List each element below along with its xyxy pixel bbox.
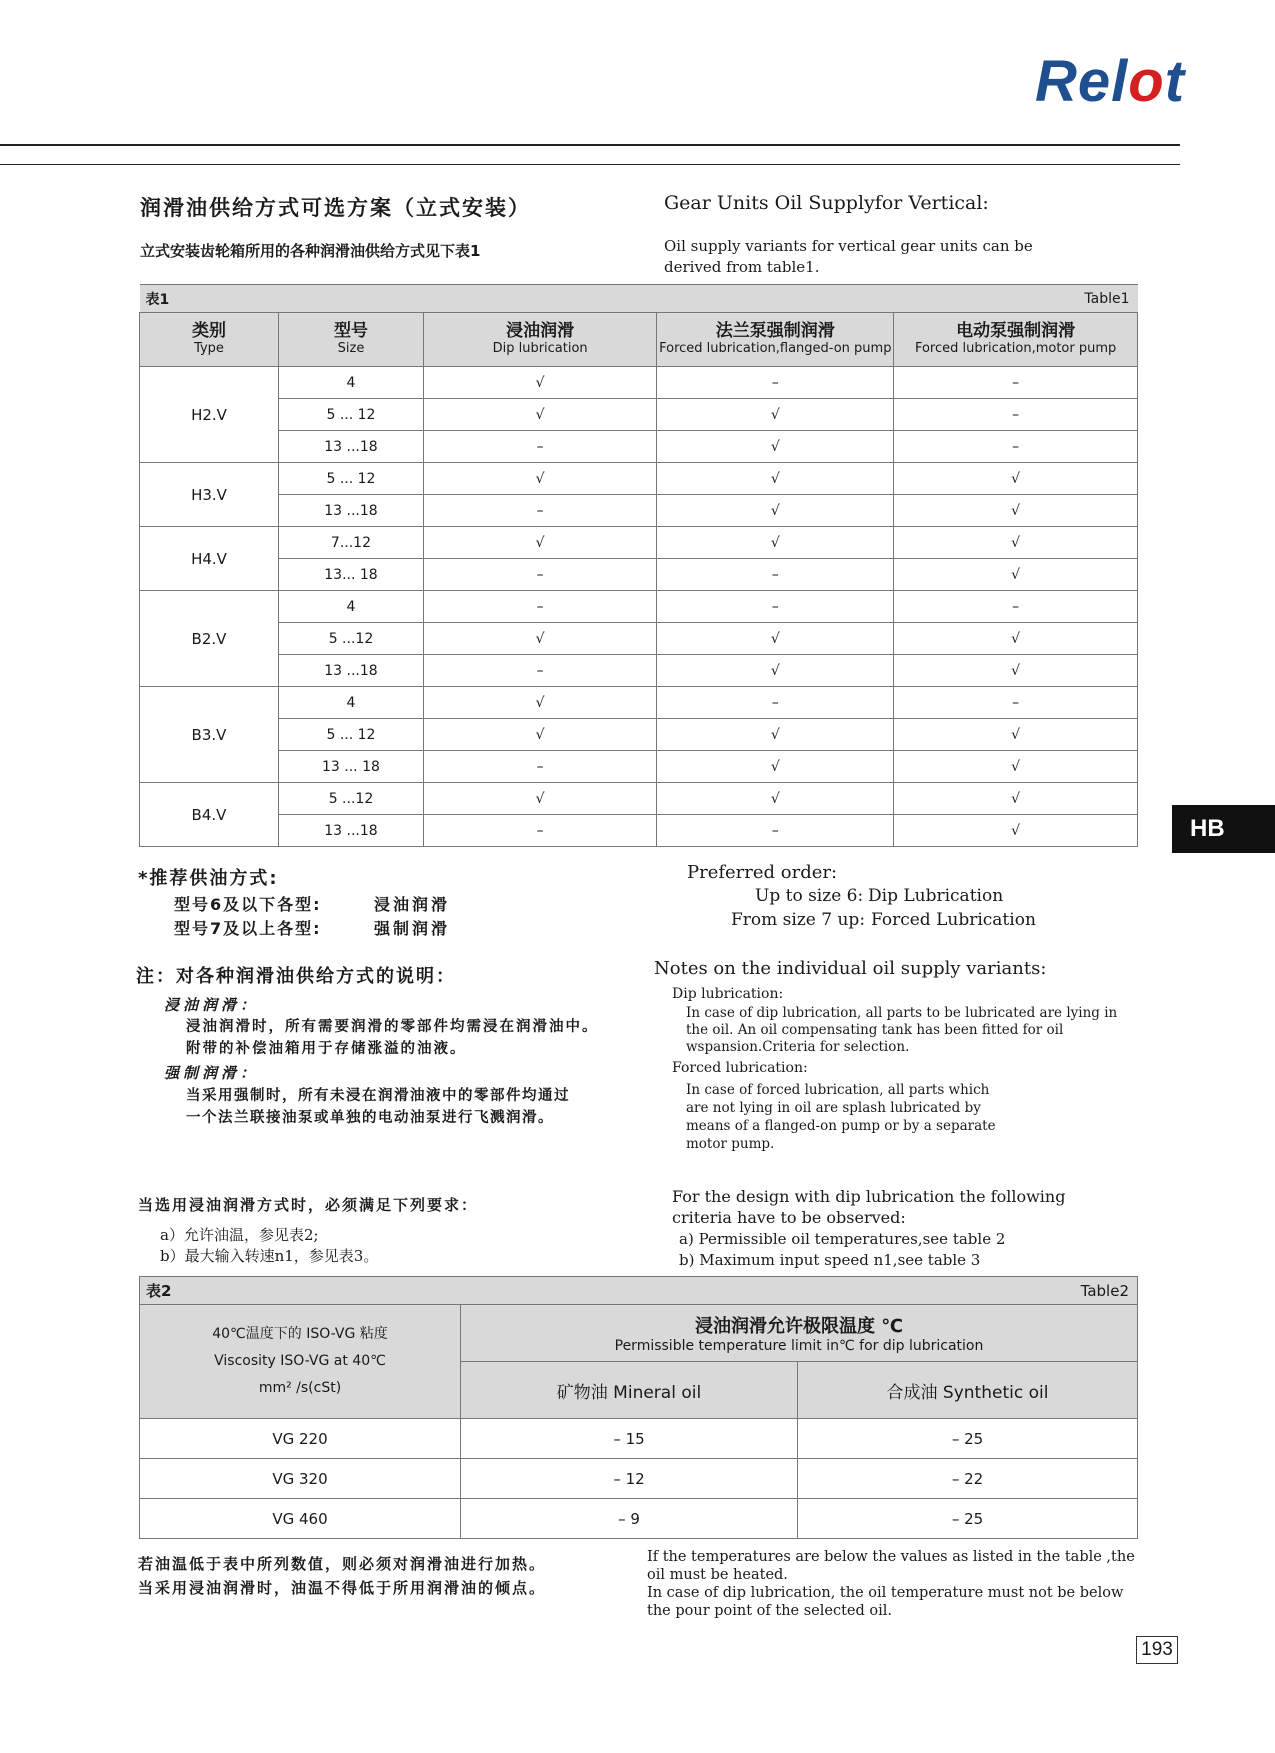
table1-size: 13 ...18: [278, 495, 423, 527]
table1-size: 4: [278, 687, 423, 719]
table1-row: [140, 495, 1138, 527]
table1-dip: √: [423, 527, 656, 559]
table1-size: 5 ... 12: [278, 399, 423, 431]
table1-size: 5 ... 12: [278, 463, 423, 495]
table1-dip: √: [423, 463, 656, 495]
dip-zh-heading: 浸油润滑：: [164, 996, 260, 1014]
viscosity-header: [140, 1305, 461, 1419]
table1-dip: √: [423, 687, 656, 719]
table1-header-en: Dip lubrication: [492, 340, 588, 356]
table1-row: [140, 719, 1138, 751]
viscosity-header-unit: mm² /s(cSt): [258, 1380, 342, 1396]
table1-dip: √: [423, 783, 656, 815]
table1-flange-pump: –: [657, 815, 894, 847]
table1-row: [140, 463, 1138, 495]
criteria-zh-b: b）最大输入转速n1，参见表3。: [160, 1247, 379, 1265]
forced-en-text: In case of forced lubrication, all parts which are not lying in oil are splash lubricated by means of a flanged-on pump or by a separate motor pump.: [686, 1082, 996, 1152]
table1-header: [423, 313, 656, 367]
zh-title: 润滑油供给方式可选方案（立式安装）: [140, 196, 531, 220]
table1-motor-pump: √: [894, 463, 1138, 495]
dip-en-heading: Dip lubrication:: [672, 986, 784, 1002]
table1-caption-en: Table1: [423, 285, 1137, 313]
table1-flange-pump: √: [657, 623, 894, 655]
table2-caption-zh: 表2: [140, 1277, 461, 1305]
header-rule-thin: [0, 164, 1180, 165]
forced-zh-heading: 强制润滑：: [164, 1064, 260, 1082]
table1-type: B2.V: [140, 591, 279, 687]
table1-size: 5 ... 12: [278, 719, 423, 751]
table1-dip: –: [423, 591, 656, 623]
viscosity-header-zh: 40℃温度下的 ISO-VG 粘度: [212, 1326, 388, 1342]
forced-zh-line2: 一个法兰联接油泵或单独的电动油泵进行飞溅润滑。: [186, 1110, 554, 1126]
table1-dip: √: [423, 623, 656, 655]
dip-en-text: In case of dip lubrication, all parts to be lubricated are lying in the oil. An oil compensating tank has been fitted for oil wspansion.Criteria for selection.: [686, 1005, 1118, 1055]
preferred-en-line1-value: Dip Lubrication: [868, 886, 1004, 906]
table2-row: [140, 1459, 1138, 1499]
table1-row: [140, 751, 1138, 783]
permissible-temp-zh: 浸油润滑允许极限温度 ℃: [694, 1316, 904, 1337]
table1-motor-pump: –: [894, 591, 1138, 623]
table1-row: [140, 527, 1138, 559]
preferred-en-title: Preferred order:: [687, 862, 838, 883]
zh-subtitle: 立式安装齿轮箱所用的各种润滑油供给方式见下表1: [140, 242, 481, 260]
table1-motor-pump: –: [894, 687, 1138, 719]
table1-motor-pump: √: [894, 719, 1138, 751]
forced-zh-line1: 当采用强制时，所有未浸在润滑油液中的零部件均通过: [186, 1088, 570, 1104]
footer-en-line2: In case of dip lubrication, the oil temperature must not be below the pour point of the selected oil.: [647, 1585, 1124, 1619]
mineral-oil-header: 矿物油 Mineral oil: [461, 1362, 798, 1419]
table2: [139, 1276, 1138, 1539]
table2-synthetic: – 25: [798, 1499, 1138, 1539]
preferred-en-line2-value: Forced Lubrication: [871, 910, 1036, 930]
table1-row: [140, 815, 1138, 847]
table1-motor-pump: √: [894, 623, 1138, 655]
table1-type: B3.V: [140, 687, 279, 783]
footer-zh-line1: 若油温低于表中所列数值，则必须对润滑油进行加热。: [138, 1555, 547, 1573]
preferred-en-line2-label: From size 7 up:: [731, 910, 866, 930]
footer-en: [647, 1548, 1137, 1620]
table1-flange-pump: √: [657, 495, 894, 527]
criteria-en-b: b) Maximum input speed n1,see table 3: [679, 1251, 981, 1269]
table1-flange-pump: –: [657, 367, 894, 399]
table1-flange-pump: –: [657, 591, 894, 623]
table1-size: 13... 18: [278, 559, 423, 591]
table1-flange-pump: √: [657, 655, 894, 687]
table2-vg: VG 460: [140, 1499, 461, 1539]
table1-row: [140, 623, 1138, 655]
table1-motor-pump: –: [894, 399, 1138, 431]
notes-en-title: Notes on the individual oil supply variants:: [654, 958, 1047, 979]
table1-flange-pump: √: [657, 751, 894, 783]
preferred-zh-line2-value: 强制润滑: [374, 919, 451, 938]
table2-vg: VG 220: [140, 1419, 461, 1459]
table1-row: [140, 591, 1138, 623]
table2-vg: VG 320: [140, 1459, 461, 1499]
dip-zh-line2: 附带的补偿油箱用于存储涨溢的油液。: [186, 1041, 467, 1057]
brand-logo: Relot: [1035, 49, 1186, 114]
criteria-en-a: a) Permissible oil temperatures,see table 2: [679, 1230, 1006, 1248]
table1-size: 13 ...18: [278, 431, 423, 463]
forced-en-heading: Forced lubrication:: [672, 1060, 808, 1076]
table1-dip: √: [423, 399, 656, 431]
table1-row: [140, 431, 1138, 463]
table1-size: 13 ...18: [278, 815, 423, 847]
table1-header-zh: 型号: [333, 320, 368, 341]
synthetic-oil-header: 合成油 Synthetic oil: [798, 1362, 1138, 1419]
table1-flange-pump: √: [657, 719, 894, 751]
permissible-temp-en: Permissible temperature limit in℃ for dip lubrication: [614, 1338, 984, 1354]
table1-header-en: Type: [194, 340, 224, 356]
table1-flange-pump: √: [657, 527, 894, 559]
table1-header-en: Forced lubrication,motor pump: [914, 340, 1117, 356]
table1-dip: √: [423, 719, 656, 751]
header-rule: [0, 144, 1180, 146]
table1-row: [140, 559, 1138, 591]
table1-header-zh: 电动泵强制润滑: [956, 320, 1076, 341]
table1-header: [278, 313, 423, 367]
table1-size: 5 ...12: [278, 783, 423, 815]
notes-zh-title: 注：对各种润滑油供给方式的说明：: [136, 966, 456, 987]
dip-zh-line1: 浸油润滑时，所有需要润滑的零部件均需浸在润滑油中。: [186, 1019, 599, 1035]
table1-header-zh: 浸油润滑: [506, 320, 575, 341]
page-number: 193: [1136, 1636, 1178, 1664]
table1-row: [140, 399, 1138, 431]
table2-mineral: – 15: [461, 1419, 798, 1459]
table1-type: H3.V: [140, 463, 279, 527]
table1-row: [140, 655, 1138, 687]
table1-size: 7...12: [278, 527, 423, 559]
criteria-zh-title: 当选用浸油润滑方式时，必须满足下列要求：: [138, 1196, 479, 1214]
table1-type: H4.V: [140, 527, 279, 591]
table2-synthetic: – 25: [798, 1419, 1138, 1459]
table2-row: [140, 1419, 1138, 1459]
table1-dip: –: [423, 431, 656, 463]
footer-en-line1: If the temperatures are below the values as listed in the table ,the oil must be heated.: [647, 1549, 1135, 1583]
table1-dip: √: [423, 367, 656, 399]
preferred-zh-line1-label: 型号6及以下各型:: [174, 895, 322, 914]
criteria-zh-a: a）允许油温，参见表2;: [160, 1226, 319, 1244]
table1-size: 13 ...18: [278, 655, 423, 687]
table1-motor-pump: –: [894, 431, 1138, 463]
table1-row: [140, 367, 1138, 399]
table2-mineral: – 12: [461, 1459, 798, 1499]
table1-caption-zh: 表1: [140, 285, 424, 313]
table1-motor-pump: –: [894, 367, 1138, 399]
preferred-zh-line2-label: 型号7及以上各型:: [174, 919, 322, 938]
preferred-en-line1-label: Up to size 6:: [755, 886, 864, 906]
table1-size: 4: [278, 591, 423, 623]
table1-dip: –: [423, 655, 656, 687]
table2-synthetic: – 22: [798, 1459, 1138, 1499]
footer-zh-line2: 当采用浸油润滑时，油温不得低于所用润滑油的倾点。: [138, 1579, 547, 1597]
table1-motor-pump: √: [894, 655, 1138, 687]
viscosity-header-en: Viscosity ISO-VG at 40℃: [214, 1353, 386, 1369]
table1-flange-pump: √: [657, 431, 894, 463]
table1-header-zh: 类别: [191, 320, 226, 341]
table1-header: [140, 313, 279, 367]
en-title: Gear Units Oil Supplyfor Vertical:: [664, 192, 989, 214]
table1-dip: –: [423, 815, 656, 847]
preferred-zh-line1-value: 浸油润滑: [374, 895, 451, 914]
dip-zh-text: [186, 1016, 599, 1060]
table1-motor-pump: √: [894, 783, 1138, 815]
table1-dip: –: [423, 495, 656, 527]
table1-size: 13 ... 18: [278, 751, 423, 783]
table1-row: [140, 783, 1138, 815]
table1-motor-pump: √: [894, 815, 1138, 847]
table2-row: [140, 1499, 1138, 1539]
table1-flange-pump: √: [657, 463, 894, 495]
table1-header: [657, 313, 894, 367]
table1-row: [140, 687, 1138, 719]
table1-motor-pump: √: [894, 495, 1138, 527]
table1-flange-pump: √: [657, 399, 894, 431]
table1-flange-pump: –: [657, 559, 894, 591]
en-subtitle: Oil supply variants for vertical gear units can be derived from table1.: [664, 237, 1033, 276]
table1-size: 4: [278, 367, 423, 399]
table1: [139, 284, 1138, 847]
criteria-en-title: For the design with dip lubrication the following criteria have to be observed:: [672, 1187, 1066, 1227]
table1-dip: –: [423, 559, 656, 591]
table1-size: 5 ...12: [278, 623, 423, 655]
table1-type: H2.V: [140, 367, 279, 463]
permissible-temp-header: [461, 1305, 1138, 1362]
forced-zh-text: [186, 1085, 570, 1129]
table1-type: B4.V: [140, 783, 279, 847]
table1-dip: –: [423, 751, 656, 783]
table2-mineral: – 9: [461, 1499, 798, 1539]
table1-flange-pump: √: [657, 783, 894, 815]
table1-motor-pump: √: [894, 527, 1138, 559]
table1-header-en: Forced lubrication,flanged-on pump: [659, 340, 892, 356]
table1-header: [894, 313, 1138, 367]
preferred-zh-title: *推荐供油方式:: [138, 868, 279, 889]
table2-caption-en: Table2: [461, 1277, 1138, 1305]
table1-header-zh: 法兰泵强制润滑: [715, 320, 835, 341]
table1-motor-pump: √: [894, 751, 1138, 783]
table1-header-en: Size: [337, 340, 365, 356]
table1-flange-pump: –: [657, 687, 894, 719]
table1-motor-pump: √: [894, 559, 1138, 591]
section-tab-hb: HB: [1172, 805, 1275, 853]
